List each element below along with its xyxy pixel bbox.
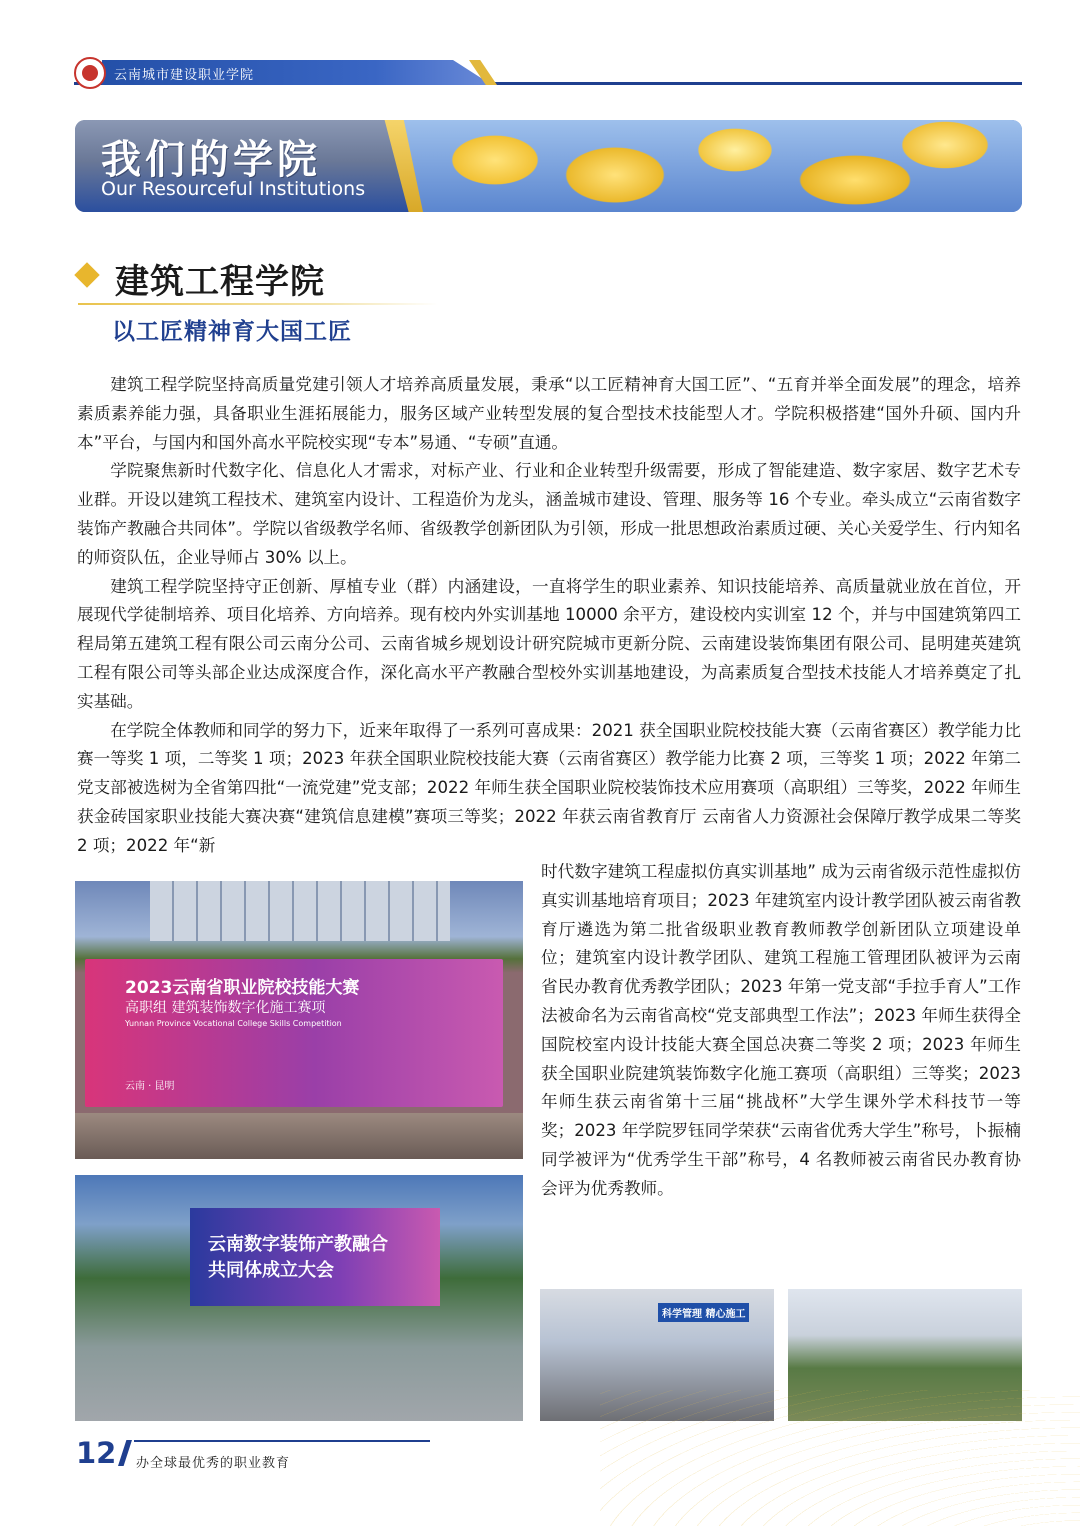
paragraph-2: 学院聚焦新时代数字化、信息化人才需求，对标产业、行业和企业转型升级需要，形成了智能建造、数字家居、数字艺术专业群。开设以建筑工程技术、建筑室内设计、工程造价为龙头，涵盖城市建设、管理、服务等 16 个专业。牵头成立“云南省数字装饰产教融合共同体”。学院以省级教学名师、省级教学创新团队为引领，形成一批思想政治素质过硬、关心关爱学生、行内知名的师资队伍，企业导师占 30% 以上。 — [77, 461, 1021, 567]
footer-slogan: 办全球最优秀的职业教育 — [136, 1456, 291, 1471]
backdrop-city: 云南 · 昆明 — [125, 1081, 175, 1092]
article-body-side-column — [541, 858, 1021, 1204]
paragraph-1: 建筑工程学院坚持高质量党建引领人才培养高质量发展，秉承“以工匠精神育大国工匠”、“五育并举全面发展”的理念，培养素质素养能力强，具备职业生涯拓展能力，服务区域产业转型发展的复合型技术技能型人才。学院积极搭建“国外升硕、国内升本”平台，与国内和国外高水平院校实现“专本”易通、“专硕”直通。 — [77, 375, 1021, 452]
ginkgo-leaves-image — [375, 120, 1022, 212]
section-subtitle: 以工匠精神育大国工匠 — [112, 319, 352, 345]
site-sign: 科学管理 精心施工 — [658, 1303, 749, 1322]
alliance-backdrop — [190, 1208, 440, 1306]
banner-title: 我们的学院 — [101, 137, 321, 183]
building-facade — [150, 881, 450, 941]
diamond-bullet-icon — [74, 262, 99, 287]
backdrop-title-line1: 云南数字装饰产教融合 — [208, 1234, 388, 1255]
ground — [75, 1113, 523, 1159]
training-site-photo — [540, 1289, 774, 1421]
backdrop-english: Yunnan Province Vocational College Skills Competition — [125, 1019, 342, 1028]
footer-rule — [134, 1440, 430, 1442]
alliance-founding-group-photo — [75, 1175, 523, 1421]
footer-slash-accent — [118, 1440, 132, 1466]
backdrop-title-line2: 共同体成立大会 — [208, 1260, 334, 1281]
competition-backdrop — [85, 959, 503, 1107]
field-study-photo — [788, 1289, 1022, 1421]
article-body — [77, 371, 1021, 861]
header-bar — [74, 60, 1022, 88]
page-banner — [75, 120, 1022, 212]
section-divider — [78, 303, 438, 305]
competition-group-photo — [75, 881, 523, 1159]
backdrop-subtitle: 高职组 建筑装饰数字化施工赛项 — [125, 1000, 326, 1016]
section-title: 建筑工程学院 — [115, 262, 325, 302]
paragraph-4: 在学院全体教师和同学的努力下，近来年取得了一系列可喜成果：2021 获全国职业院校技能大赛（云南省赛区）教学能力比赛一等奖 1 项，二等奖 1 项；2023 年获全国职业院校技能大赛（云南省赛区）教学能力比赛 2 项，三等奖 1 项；2022 年第二党支部被选树为全省第四批“一流党建”党支部；2022 年师生获全国职业院校装饰技术应用赛项（高职组）三等奖，2022 年师生获金砖国家职业技能大赛决赛“建筑信息建模”赛项三等奖；2022 年获云南省教育厅 云南省人力资源社会保障厅教学成果二等奖 2 项；2022 年“新 — [77, 720, 1021, 855]
school-logo-icon — [74, 57, 106, 89]
paragraph-4-continued: 时代数字建筑工程虚拟仿真实训基地” 成为云南省级示范性虚拟仿真实训基地培育项目；2023 年建筑室内设计教学团队被云南省教育厅遴选为第二批省级职业教育教师教学创新团队立项建设单位；建筑室内设计教学团队、建筑工程施工管理团队被评为云南省民办教育优秀教学团队；2023 年第一党支部“手拉手育人”工作法被命名为云南省高校“党支部典型工作法”；2023 年师生获得全国院校室内设计技能大赛全国总决赛二等奖 2 项；2023 年师生获全国职业院建筑装饰数字化施工赛项（高职组）三等奖；2023 年师生获云南省第十三届“挑战杯”大学生课外学术科技节一等奖；2023 年学院罗钰同学荣获“云南省优秀大学生”称号，卜振楠同学被评为“优秀学生干部”称号，4 名教师被云南省民办教育协会评为优秀教师。 — [541, 862, 1021, 1198]
banner-subtitle: Our Resourceful Institutions — [101, 178, 366, 200]
paragraph-3: 建筑工程学院坚持守正创新、厚植专业（群）内涵建设，一直将学生的职业素养、知识技能培养、高质量就业放在首位，开展现代学徒制培养、项目化培养、方向培养。现有校内外实训基地 10000 余平方，建设校内实训室 12 个，并与中国建筑第四工程局第五建筑工程有限公司云南分公司、云南省城乡规划设计研究院城市更新分院、云南建设装饰集团有限公司、昆明建英建筑工程有限公司等头部企业达成深度合作，深化高水平产教融合型校外实训基地建设，为高素质复合型技术技能人才培养奠定了扎实基础。 — [77, 576, 1021, 711]
page-number: 12 — [76, 1436, 117, 1470]
school-name: 云南城市建设职业学院 — [114, 68, 255, 83]
backdrop-title: 2023云南省职业院校技能大赛 — [125, 978, 360, 998]
